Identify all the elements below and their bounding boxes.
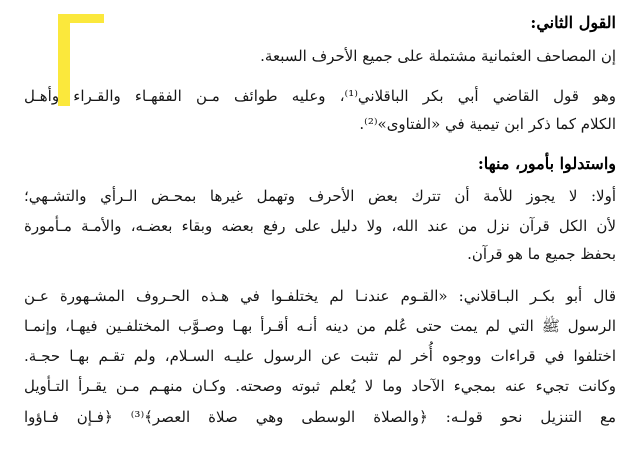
text-line: بحفظ جميع ما هو قرآن. xyxy=(467,245,616,263)
text-line: الكلام كما ذكر ابن تيمية في «الفتاوى»⁽²⁾. xyxy=(359,115,616,133)
text-line: قال أبو بكـر البـاقلاني: «القـوم عندنـا لم يختلفـوا في هـذه الحـروف المشـهورة عـن xyxy=(24,287,616,305)
text-line: إن المصاحف العثمانية مشتملة على جميع الأحرف السبعة. xyxy=(260,47,616,65)
text-line: اختلفوا في قراءات ووجوه أُخر لم تثبت عن الرسول عليـه السـلام، ولم تقـم بهـا حجـة. xyxy=(24,347,616,365)
text-line: مع التنزيل نحو قولـه: ﴿والصلاة الوسطى وهي صلاة العصر﴾⁽³⁾ ﴿فـإن فـاؤوا xyxy=(24,408,617,426)
text-line: لأن الكل قرآن نزل من عند الله، ولا دليل على رفع بعضه وبقاء بعضـه، والأمـة مـأمورة xyxy=(24,217,617,235)
text-line: وهو قول القاضي أبي بكر الباقلاني⁽¹⁾، وعليه طوائف مـن الفقهـاء والقـراء وأهـل xyxy=(24,87,616,105)
text-line: وكانت تجيء عنه بمجيء الآحاد وما لا يُعلم ثبوته وصحته. وكـان منهـم مـن يقـرأ التـأويل xyxy=(24,377,616,395)
text-line: الرسول ﷺ التي لم يمت حتى عُلم من دينه أنـه أقـرأ بهـا وصـوَّب المختلفـين فيهـا، وإنمـا xyxy=(24,317,616,335)
highlight-marker-top xyxy=(58,14,104,23)
text-line: أولا: لا يجوز للأمة أن تترك بعض الأحرف وتهمل غيرها بمحـض الـرأي والتشـهي؛ xyxy=(24,187,616,205)
subheading: واستدلوا بأمور، منها: xyxy=(477,154,616,173)
section-heading: القول الثاني: xyxy=(530,13,616,32)
